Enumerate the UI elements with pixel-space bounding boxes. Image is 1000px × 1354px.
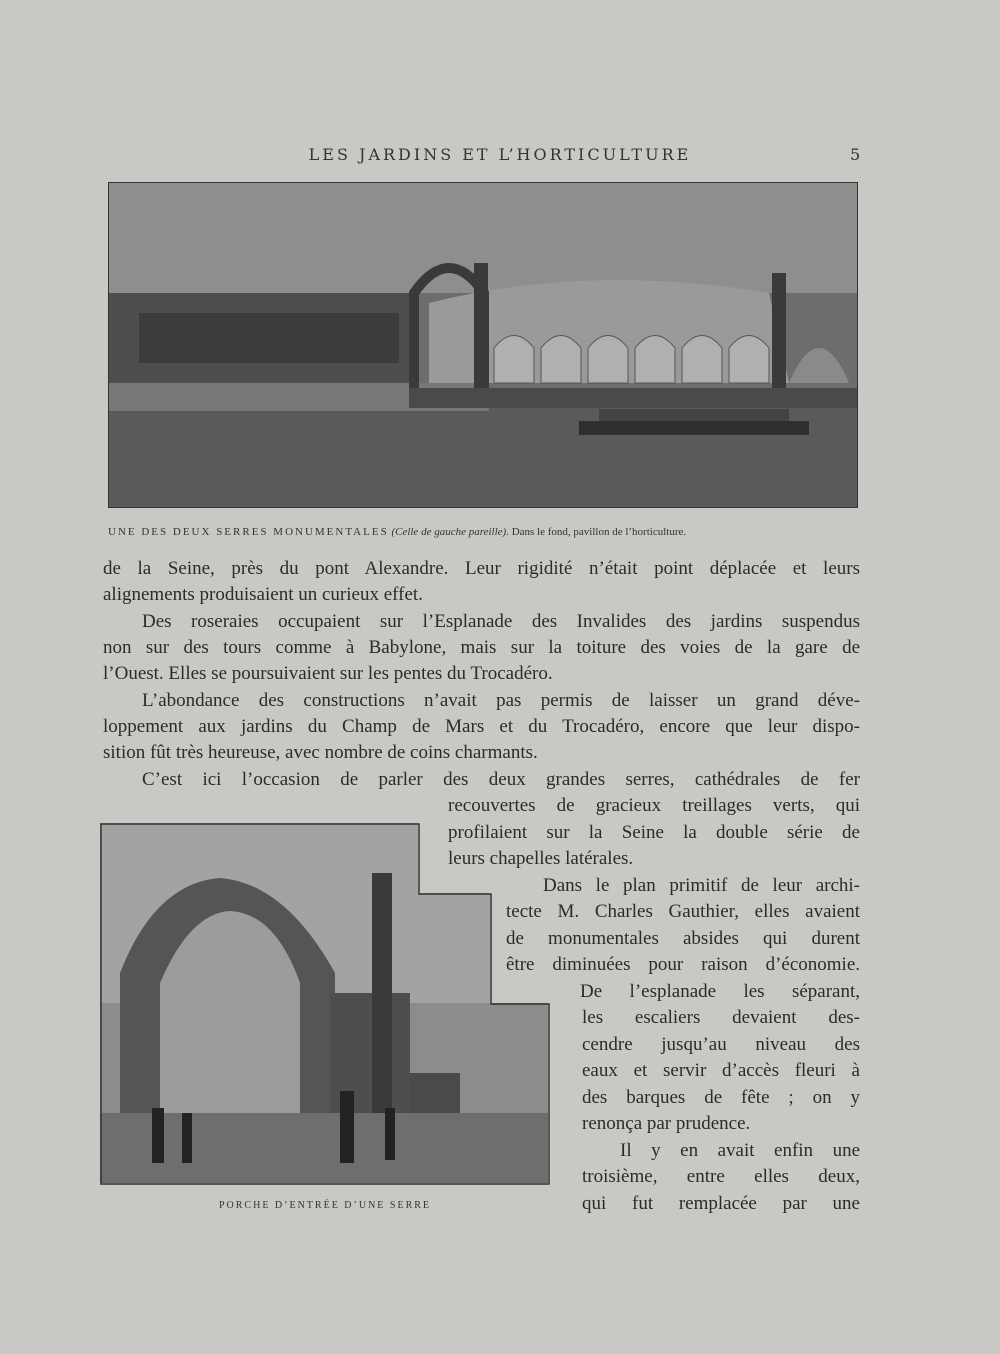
caption-title: UNE DES DEUX SERRES MONUMENTALES bbox=[108, 526, 389, 538]
text-line: cendre jusqu’au niveau des bbox=[582, 1034, 860, 1055]
running-header: LES JARDINS ET L’HORTICULTURE bbox=[308, 145, 692, 164]
text-line: troisième, entre elles deux, bbox=[582, 1166, 860, 1187]
text-line: eaux et servir d’accès fleuri à bbox=[582, 1060, 860, 1081]
text-line: de la Seine, près du pont Alexandre. Leur rigidité n’était point déplacée et leurs bbox=[103, 558, 860, 579]
text-line: L’abondance des constructions n’avait pas permis de laisser un grand déve- bbox=[142, 690, 860, 711]
figure-2-caption: PORCHE D’ENTRÉE D’UNE SERRE bbox=[218, 1200, 432, 1211]
text-line: leurs chapelles latérales. bbox=[448, 848, 634, 869]
text-line: tecte M. Charles Gauthier, elles avaient bbox=[506, 901, 860, 922]
text-line: non sur des tours comme à Babylone, mais sur la toiture des voies de la gare de bbox=[103, 637, 860, 658]
page-number: 5 bbox=[850, 145, 861, 164]
text-line: Dans le plan primitif de leur archi- bbox=[543, 875, 860, 896]
text-line: de monumentales absides qui durent bbox=[506, 928, 860, 949]
greenhouse-photo bbox=[108, 182, 858, 508]
text-line: profilaient sur la Seine la double série de bbox=[448, 822, 860, 843]
text-line: renonça par prudence. bbox=[582, 1113, 751, 1134]
figure-1-caption bbox=[108, 526, 858, 538]
porch-photo bbox=[100, 823, 548, 1183]
text-line: recouvertes de gracieux treillages verts, qui bbox=[448, 795, 860, 816]
text-line: De l’esplanade les séparant, bbox=[580, 981, 860, 1002]
caption-rest: Dans le fond, pavillon de l’horticulture. bbox=[511, 526, 687, 538]
text-line: qui fut remplacée par une bbox=[582, 1193, 860, 1214]
text-line: être diminuées pour raison d’économie. bbox=[506, 954, 860, 975]
text-line: Des roseraies occupaient sur l’Esplanade des Invalides des jardins suspendus bbox=[142, 611, 860, 632]
text-line: des barques de fête ; on y bbox=[582, 1087, 860, 1108]
text-line: les escaliers devaient des- bbox=[582, 1007, 860, 1028]
text-line: Il y en avait enfin une bbox=[620, 1140, 860, 1161]
text-line: sition fût très heureuse, avec nombre de coins charmants. bbox=[103, 742, 538, 763]
text-line: C’est ici l’occasion de parler des deux grandes serres, cathédrales de fer bbox=[142, 769, 860, 790]
caption-note: (Celle de gauche pareille). bbox=[391, 526, 509, 538]
text-line: l’Ouest. Elles se poursuivaient sur les pentes du Trocadéro. bbox=[103, 663, 553, 684]
text-line: alignements produisaient un curieux effet. bbox=[103, 584, 423, 605]
text-line: loppement aux jardins du Champ de Mars et du Trocadéro, encore que leur dispo- bbox=[103, 716, 860, 737]
